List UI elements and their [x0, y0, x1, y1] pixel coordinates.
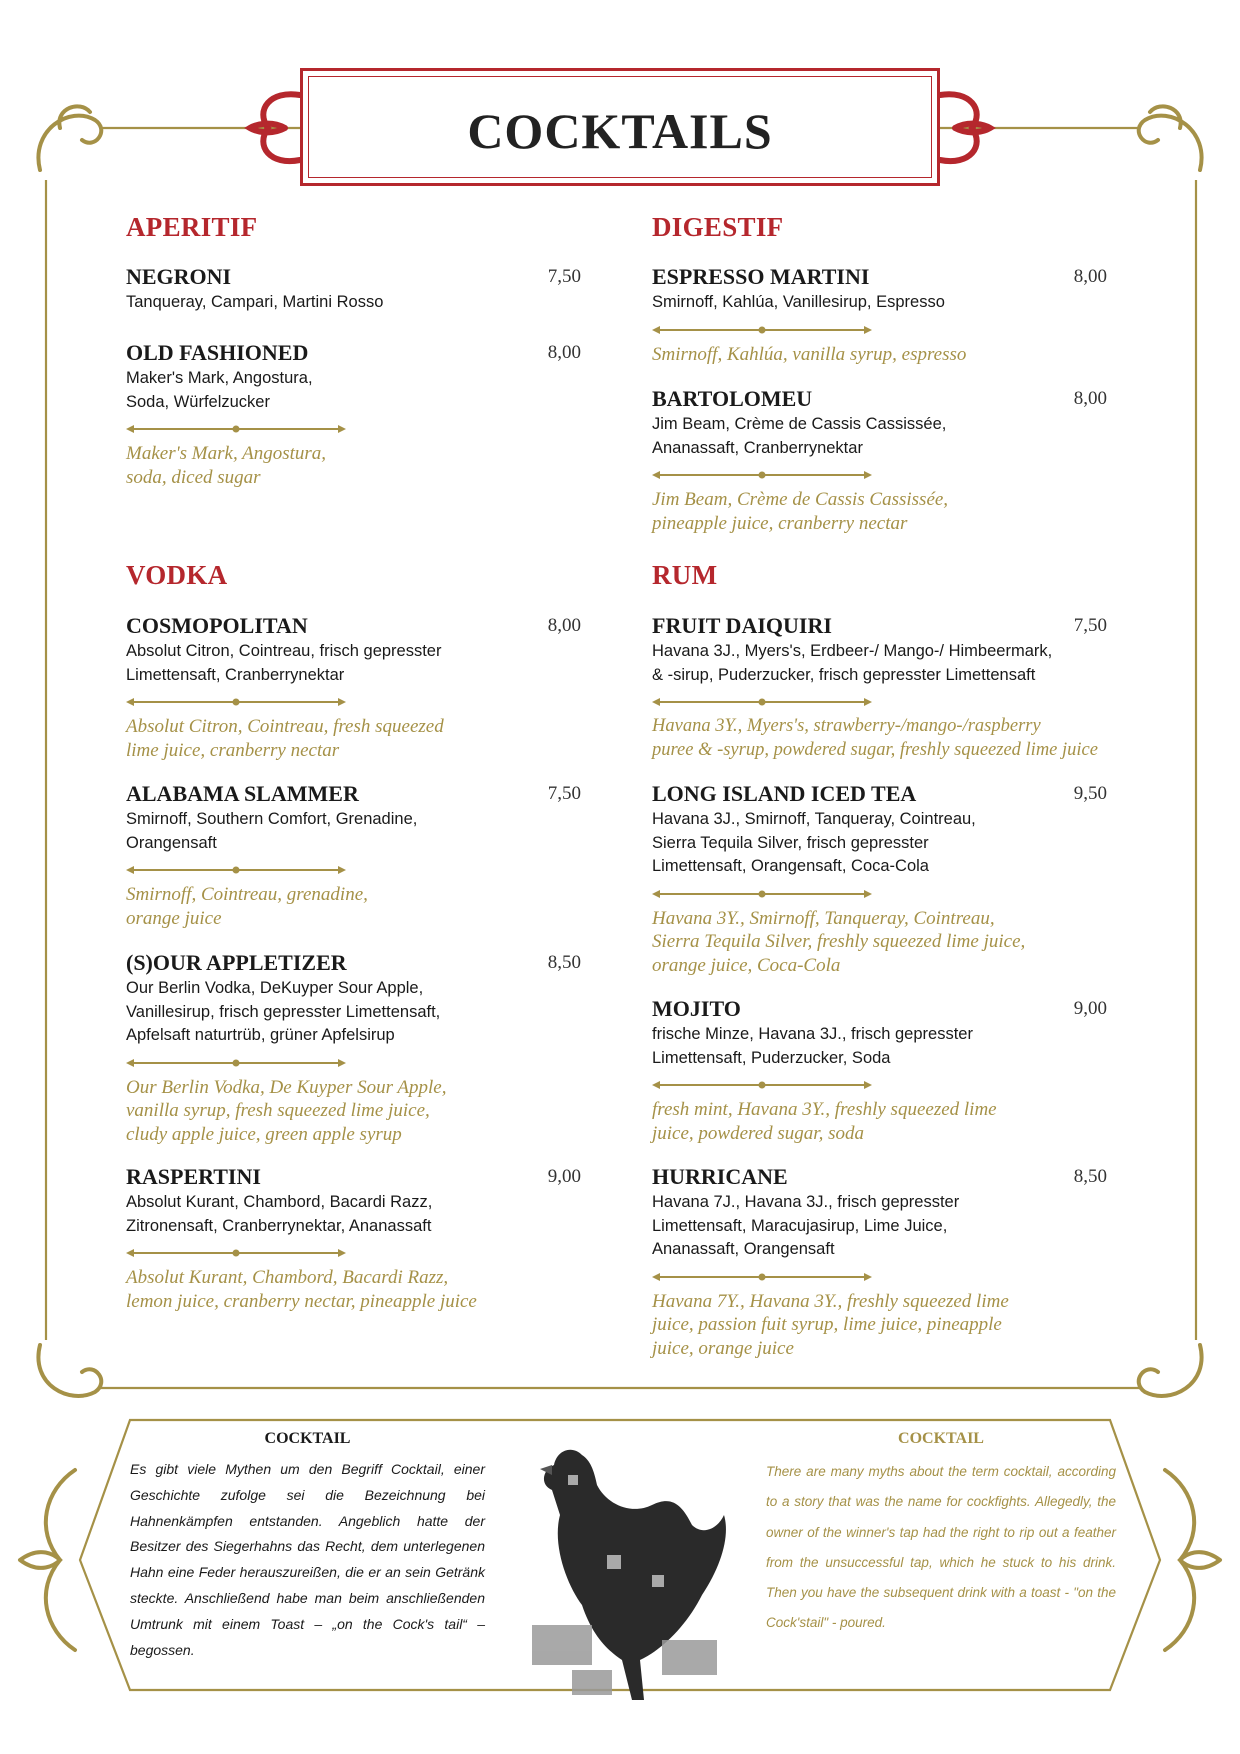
- item-ingredients-de: Absolut Kurant, Chambord, Bacardi Razz, Zitronensaft, Cranberrynektar, Ananassaft: [126, 1193, 433, 1235]
- rooster-illustration: [512, 1435, 737, 1700]
- item-price: 7,50: [547, 266, 581, 287]
- menu-item-sour-appletizer: [126, 950, 646, 1146]
- item-ingredients-de: Our Berlin Vodka, DeKuyper Sour Apple, Vanillesirup, frisch gepresster Limettensaft, Apfelsaft naturtrüb, grüner Apfelsirup: [126, 979, 441, 1044]
- story-text-de: Es gibt viele Mythen um den Begriff Cocktail, einer Geschichte zufolge sei die Bezeichnung bei Hahnenkämpfen entstanden. Angeblich hatte der Besitzer des Siegerhahns das Recht, dem unterlegenen Hahn eine Feder herauszureißen, die er an sein Getränk steckte. Anschließend habe man beim anschließenden Umtrunk mit einem Toast – „on the Cock's tail“ – begossen.: [130, 1461, 485, 1658]
- menu-item-fruit-daiquiri: [652, 613, 1212, 762]
- item-ingredients-de: frische Minze, Havana 3J., frisch gepresster Limettensaft, Puderzucker, Soda: [652, 1025, 973, 1067]
- menu-item-negroni: [126, 264, 646, 315]
- ornament-divider: [126, 424, 346, 434]
- menu-item-old-fashioned: [126, 340, 646, 489]
- ornament-divider: [652, 1080, 872, 1090]
- item-ingredients-en: Havana 3Y., Myers's, strawberry-/mango-/raspberry puree & -syrup, powdered sugar, freshly squeezed lime juice: [652, 716, 1098, 760]
- ornament-divider: [652, 325, 872, 335]
- item-price: 9,00: [547, 1166, 581, 1187]
- menu-item-alabama-slammer: [126, 781, 646, 930]
- item-ingredients-de: Smirnoff, Southern Comfort, Grenadine, Orangensaft: [126, 810, 418, 852]
- menu-item-mojito: [652, 996, 1172, 1145]
- section-title-rum: RUM: [652, 560, 718, 590]
- item-price: 8,50: [1073, 1166, 1107, 1187]
- ornament-divider: [126, 865, 346, 875]
- item-price: 8,50: [547, 952, 581, 973]
- item-name: LONG ISLAND ICED TEA: [652, 781, 917, 806]
- item-ingredients-en: Smirnoff, Cointreau, grenadine, orange juice: [126, 884, 368, 929]
- item-name: MOJITO: [652, 996, 741, 1021]
- section-title-digestif: DIGESTIF: [652, 212, 784, 242]
- item-price: 9,50: [1073, 783, 1107, 804]
- item-ingredients-en: Absolut Kurant, Chambord, Bacardi Razz, lemon juice, cranberry nectar, pineapple juice: [126, 1267, 477, 1312]
- page-title: COCKTAILS: [467, 103, 773, 159]
- item-ingredients-en: Smirnoff, Kahlúa, vanilla syrup, espresso: [652, 343, 967, 365]
- menu-item-long-island-iced-tea: [652, 781, 1172, 977]
- ornament-divider: [652, 470, 872, 480]
- menu-item-espresso-martini: [652, 264, 1172, 366]
- title-box: [300, 68, 940, 186]
- item-name: OLD FASHIONED: [126, 340, 309, 365]
- ornament-divider: [652, 697, 872, 707]
- section-title-vodka: VODKA: [126, 560, 228, 590]
- item-ingredients-de: Havana 3J., Myers's, Erdbeer-/ Mango-/ Himbeermark, & -sirup, Puderzucker, frisch gepresster Limettensaft: [652, 642, 1053, 684]
- item-name: COSMOPOLITAN: [126, 613, 308, 638]
- item-price: 7,50: [1073, 615, 1107, 636]
- section-title-aperitif: APERITIF: [126, 212, 258, 242]
- item-ingredients-en: Our Berlin Vodka, De Kuyper Sour Apple, vanilla syrup, fresh squeezed lime juice, cludy apple juice, green apple syrup: [126, 1076, 447, 1145]
- item-ingredients-en: Havana 3Y., Smirnoff, Tanqueray, Cointreau, Sierra Tequila Silver, freshly squeezed lime juice, orange juice, Coca-Cola: [652, 907, 1026, 976]
- item-name: ESPRESSO MARTINI: [652, 264, 870, 289]
- story-title-de: COCKTAIL: [264, 1430, 351, 1447]
- item-ingredients-de: Absolut Citron, Cointreau, frisch gepresster Limettensaft, Cranberrynektar: [126, 642, 442, 684]
- menu-item-raspertini: [126, 1164, 646, 1313]
- item-ingredients-en: fresh mint, Havana 3Y., freshly squeezed lime juice, powdered sugar, soda: [652, 1099, 997, 1144]
- item-name: BARTOLOMEU: [652, 386, 813, 411]
- item-ingredients-de: Havana 7J., Havana 3J., frisch gepresster Limettensaft, Maracujasirup, Lime Juice, Ananassaft, Orangensaft: [652, 1193, 960, 1258]
- menu-item-bartolomeu: [652, 386, 1172, 535]
- item-price: 8,00: [1073, 266, 1107, 287]
- story-text-en: There are many myths about the term cocktail, according to a story that was the name for cockfights. Allegedly, the owner of the winner's tap had the right to rip out a feather from the unsuccessful tap, which he stuck to his drink. Then you have the subsequent drink with a toast - "on the Cock'stail" - poured.: [766, 1464, 1116, 1631]
- item-name: ALABAMA SLAMMER: [126, 781, 359, 806]
- item-price: 7,50: [547, 783, 581, 804]
- item-name: (S)OUR APPLETIZER: [126, 950, 347, 975]
- item-price: 8,00: [547, 615, 581, 636]
- item-ingredients-de: Tanqueray, Campari, Martini Rosso: [126, 293, 384, 311]
- item-ingredients-de: Smirnoff, Kahlúa, Vanillesirup, Espresso: [652, 293, 945, 311]
- item-ingredients-en: Absolut Citron, Cointreau, fresh squeezed lime juice, cranberry nectar: [126, 716, 444, 761]
- ornament-divider: [126, 697, 346, 707]
- item-ingredients-en: Maker's Mark, Angostura, soda, diced sugar: [126, 443, 327, 488]
- ornament-divider: [126, 1058, 346, 1068]
- item-ingredients-en: Havana 7Y., Havana 3Y., freshly squeezed lime juice, passion fuit syrup, lime juice, pineapple juice, orange juice: [652, 1290, 1009, 1359]
- item-ingredients-de: Havana 3J., Smirnoff, Tanqueray, Cointreau, Sierra Tequila Silver, frisch gepresster Limettensaft, Orangensaft, Coca-Cola: [652, 810, 976, 875]
- item-ingredients-de: Jim Beam, Crème de Cassis Cassissée, Ananassaft, Cranberrynektar: [652, 415, 947, 457]
- menu-item-hurricane: [652, 1164, 1172, 1360]
- item-name: NEGRONI: [126, 264, 232, 289]
- ornament-divider: [652, 889, 872, 899]
- item-name: HURRICANE: [652, 1164, 788, 1189]
- item-name: FRUIT DAIQUIRI: [652, 613, 832, 638]
- item-price: 9,00: [1073, 998, 1107, 1019]
- item-ingredients-de: Maker's Mark, Angostura, Soda, Würfelzucker: [126, 369, 313, 411]
- ornament-divider: [126, 1248, 346, 1258]
- story-title-en: COCKTAIL: [898, 1430, 984, 1447]
- item-name: RASPERTINI: [126, 1164, 261, 1189]
- ornament-divider: [652, 1272, 872, 1282]
- item-price: 8,00: [1073, 388, 1107, 409]
- item-price: 8,00: [547, 342, 581, 363]
- item-ingredients-en: Jim Beam, Crème de Cassis Cassissée, pineapple juice, cranberry nectar: [652, 489, 949, 534]
- menu-item-cosmopolitan: [126, 613, 646, 762]
